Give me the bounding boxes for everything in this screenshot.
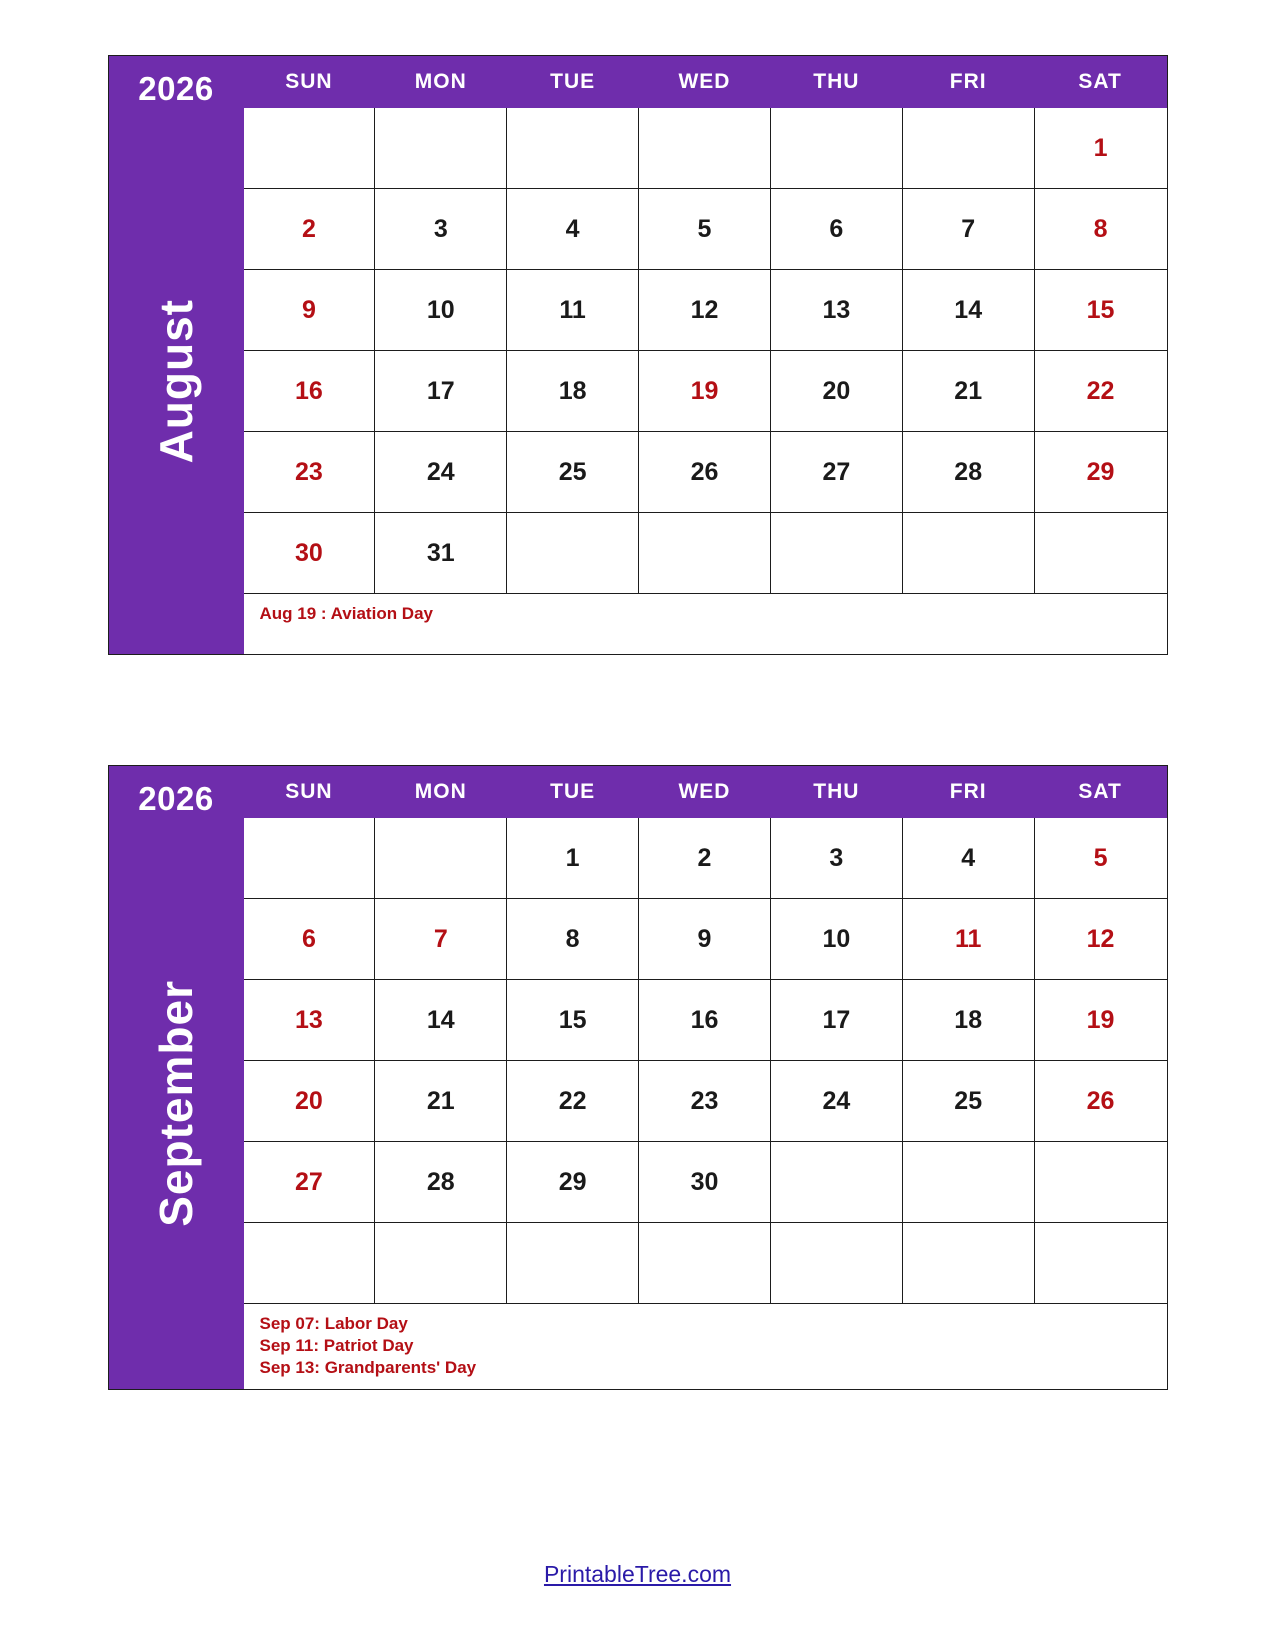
day-cell[interactable]: 9 xyxy=(244,270,376,351)
day-cell-empty xyxy=(903,1223,1035,1304)
day-cell[interactable]: 25 xyxy=(507,432,639,513)
holiday-note: Sep 07: Labor Day xyxy=(259,1314,408,1333)
day-cell[interactable]: 27 xyxy=(244,1142,376,1223)
week-row xyxy=(244,1061,1167,1142)
day-cell-empty xyxy=(771,1223,903,1304)
month-block-september xyxy=(108,765,1168,1390)
day-cell-empty xyxy=(244,1223,376,1304)
weekday-thu: THU xyxy=(771,766,903,818)
day-cell[interactable]: 18 xyxy=(903,980,1035,1061)
weekday-header-august xyxy=(244,56,1167,108)
notes-september xyxy=(244,1304,1167,1389)
month-spine-august xyxy=(109,56,244,654)
day-cell[interactable]: 6 xyxy=(771,189,903,270)
day-cell[interactable]: 17 xyxy=(771,980,903,1061)
day-cell[interactable]: 10 xyxy=(771,899,903,980)
day-cell[interactable]: 30 xyxy=(244,513,376,594)
week-row xyxy=(244,432,1167,513)
weekday-sun: SUN xyxy=(244,56,376,108)
day-cell[interactable]: 1 xyxy=(1035,108,1167,189)
day-cell[interactable]: 22 xyxy=(1035,351,1167,432)
month-name-september: September xyxy=(150,980,202,1227)
day-cell-empty xyxy=(375,108,507,189)
weekday-sat: SAT xyxy=(1035,56,1167,108)
weekday-header-september xyxy=(244,766,1167,818)
day-cell[interactable]: 26 xyxy=(1035,1061,1167,1142)
day-cell-empty xyxy=(1035,1142,1167,1223)
holiday-note: Sep 11: Patriot Day xyxy=(259,1336,414,1355)
weekday-mon: MON xyxy=(375,766,507,818)
day-cell-empty xyxy=(639,1223,771,1304)
weekday-wed: WED xyxy=(639,766,771,818)
weekday-fri: FRI xyxy=(903,56,1035,108)
day-cell-empty xyxy=(375,818,507,899)
weekday-mon: MON xyxy=(375,56,507,108)
day-cell[interactable]: 10 xyxy=(375,270,507,351)
day-cell[interactable]: 22 xyxy=(507,1061,639,1142)
day-cell[interactable]: 24 xyxy=(771,1061,903,1142)
day-cell[interactable]: 23 xyxy=(639,1061,771,1142)
day-cell[interactable]: 15 xyxy=(1035,270,1167,351)
day-cell-empty xyxy=(1035,513,1167,594)
day-cell[interactable]: 28 xyxy=(903,432,1035,513)
day-cell[interactable]: 31 xyxy=(375,513,507,594)
day-cell-empty xyxy=(771,108,903,189)
day-cell[interactable]: 29 xyxy=(1035,432,1167,513)
day-cell[interactable]: 5 xyxy=(639,189,771,270)
week-row xyxy=(244,899,1167,980)
day-cell[interactable]: 3 xyxy=(771,818,903,899)
day-cell[interactable]: 4 xyxy=(903,818,1035,899)
day-cell-empty xyxy=(903,108,1035,189)
day-cell[interactable]: 18 xyxy=(507,351,639,432)
day-cell-empty xyxy=(244,818,376,899)
day-cell[interactable]: 19 xyxy=(639,351,771,432)
day-cell[interactable]: 11 xyxy=(903,899,1035,980)
day-cell-empty xyxy=(1035,1223,1167,1304)
site-link[interactable]: PrintableTree.com xyxy=(543,1561,732,1587)
month-name-august: August xyxy=(150,298,202,464)
weeks-august xyxy=(244,108,1167,594)
week-row xyxy=(244,351,1167,432)
day-cell[interactable]: 14 xyxy=(375,980,507,1061)
day-cell[interactable]: 13 xyxy=(244,980,376,1061)
day-cell[interactable]: 23 xyxy=(244,432,376,513)
holiday-note: Aug 19 : Aviation Day xyxy=(259,604,433,623)
day-cell[interactable]: 9 xyxy=(639,899,771,980)
week-row xyxy=(244,1223,1167,1304)
month-block-august xyxy=(108,55,1168,655)
day-cell[interactable]: 1 xyxy=(507,818,639,899)
day-cell[interactable]: 24 xyxy=(375,432,507,513)
day-cell[interactable]: 19 xyxy=(1035,980,1167,1061)
day-cell[interactable]: 16 xyxy=(639,980,771,1061)
week-row xyxy=(244,980,1167,1061)
day-cell[interactable]: 11 xyxy=(507,270,639,351)
week-row xyxy=(244,1142,1167,1223)
day-cell[interactable]: 28 xyxy=(375,1142,507,1223)
day-cell[interactable]: 20 xyxy=(771,351,903,432)
day-cell[interactable]: 4 xyxy=(507,189,639,270)
day-cell[interactable]: 12 xyxy=(1035,899,1167,980)
day-cell[interactable]: 2 xyxy=(244,189,376,270)
calendar-grid-september xyxy=(244,766,1167,1389)
day-cell[interactable]: 26 xyxy=(639,432,771,513)
week-row xyxy=(244,818,1167,899)
day-cell-empty xyxy=(639,513,771,594)
day-cell[interactable]: 30 xyxy=(639,1142,771,1223)
year-label-september: 2026 xyxy=(138,780,214,817)
day-cell[interactable]: 13 xyxy=(771,270,903,351)
day-cell[interactable]: 20 xyxy=(244,1061,376,1142)
weekday-tue: TUE xyxy=(507,56,639,108)
weekday-fri: FRI xyxy=(903,766,1035,818)
day-cell[interactable]: 2 xyxy=(639,818,771,899)
month-spine-september xyxy=(109,766,244,1389)
day-cell-empty xyxy=(639,108,771,189)
weekday-sat: SAT xyxy=(1035,766,1167,818)
day-cell[interactable]: 15 xyxy=(507,980,639,1061)
day-cell-empty xyxy=(375,1223,507,1304)
weekday-sun: SUN xyxy=(244,766,376,818)
day-cell-empty xyxy=(771,513,903,594)
day-cell[interactable]: 8 xyxy=(1035,189,1167,270)
weekday-wed: WED xyxy=(639,56,771,108)
calendar-grid-august xyxy=(244,56,1167,654)
day-cell[interactable]: 12 xyxy=(639,270,771,351)
day-cell-empty xyxy=(771,1142,903,1223)
day-cell[interactable]: 8 xyxy=(507,899,639,980)
day-cell[interactable]: 17 xyxy=(375,351,507,432)
day-cell[interactable]: 6 xyxy=(244,899,376,980)
week-row xyxy=(244,189,1167,270)
day-cell[interactable]: 3 xyxy=(375,189,507,270)
day-cell-empty xyxy=(507,513,639,594)
day-cell-empty xyxy=(903,1142,1035,1223)
day-cell[interactable]: 5 xyxy=(1035,818,1167,899)
week-row xyxy=(244,108,1167,189)
footer xyxy=(75,1561,1200,1650)
weekday-tue: TUE xyxy=(507,766,639,818)
year-label-august: 2026 xyxy=(138,70,214,107)
day-cell[interactable]: 16 xyxy=(244,351,376,432)
day-cell-empty xyxy=(244,108,376,189)
week-row xyxy=(244,513,1167,594)
day-cell[interactable]: 21 xyxy=(375,1061,507,1142)
weeks-september xyxy=(244,818,1167,1304)
day-cell[interactable]: 29 xyxy=(507,1142,639,1223)
day-cell[interactable]: 27 xyxy=(771,432,903,513)
day-cell[interactable]: 7 xyxy=(903,189,1035,270)
day-cell-empty xyxy=(507,108,639,189)
notes-august xyxy=(244,594,1167,654)
holiday-note: Sep 13: Grandparents' Day xyxy=(259,1358,477,1377)
day-cell[interactable]: 25 xyxy=(903,1061,1035,1142)
day-cell[interactable]: 14 xyxy=(903,270,1035,351)
day-cell-empty xyxy=(903,513,1035,594)
week-row xyxy=(244,270,1167,351)
weekday-thu: THU xyxy=(771,56,903,108)
day-cell[interactable]: 21 xyxy=(903,351,1035,432)
day-cell[interactable]: 7 xyxy=(375,899,507,980)
day-cell-empty xyxy=(507,1223,639,1304)
